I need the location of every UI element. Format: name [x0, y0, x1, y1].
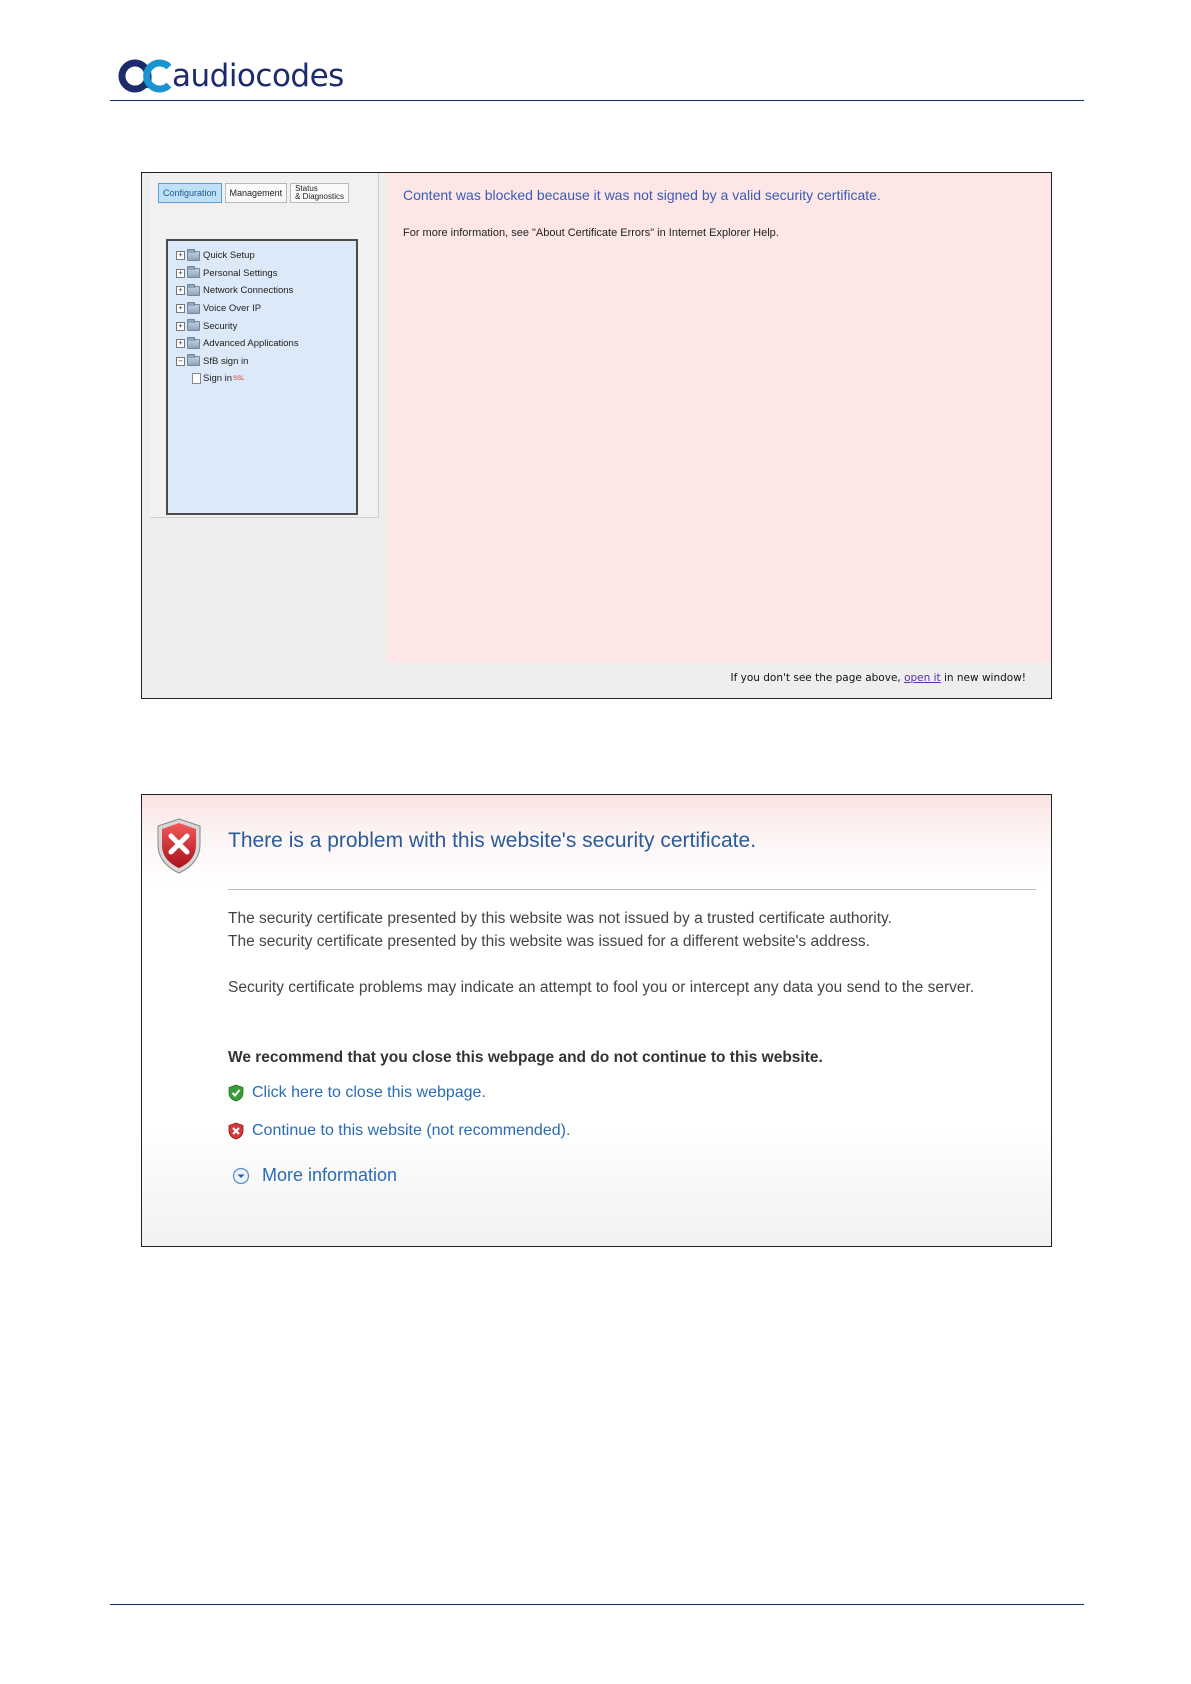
error-recommendation: We recommend that you close this webpage and do not continue to this website.: [228, 1049, 823, 1066]
error-warning: Security certificate problems may indicate an attempt to fool you or intercept any data you send to the server.: [228, 979, 975, 996]
continue-website-label: Continue to this website (not recommended).: [252, 1122, 571, 1139]
blocked-info: For more information, see "About Certificate Errors" in Internet Explorer Help.: [403, 227, 779, 239]
close-webpage-label: Click here to close this webpage.: [252, 1084, 486, 1101]
tree-item-security[interactable]: [168, 317, 356, 335]
expand-icon[interactable]: +: [176, 286, 185, 295]
folder-icon: [187, 321, 200, 331]
shield-error-icon: [154, 817, 204, 875]
expand-icon[interactable]: +: [176, 339, 185, 348]
folder-icon: [187, 356, 200, 366]
tree-item-sfb-sign-in[interactable]: [168, 353, 356, 371]
tree-item-personal-settings[interactable]: [168, 265, 356, 283]
more-information-toggle[interactable]: [232, 1165, 397, 1186]
expand-icon[interactable]: +: [176, 304, 185, 313]
folder-icon: [187, 268, 200, 278]
certificate-error-screenshot: [141, 794, 1052, 1247]
tab-configuration-label: Configuration: [163, 187, 217, 198]
navigation-pane: [150, 173, 379, 518]
tree-item-quick-setup[interactable]: [168, 247, 356, 265]
tab-status-line1: Status: [295, 184, 318, 193]
tree-item-voice-over-ip[interactable]: [168, 300, 356, 318]
open-note-suffix: in new window!: [940, 672, 1026, 684]
folder-icon: [187, 304, 200, 314]
error-line-mismatch: The security certificate presented by this website was issued for a different website's address.: [228, 933, 870, 950]
tree-item-sign-in[interactable]: [168, 370, 356, 388]
footer-divider: [110, 1604, 1084, 1605]
folder-icon: [187, 251, 200, 261]
tab-management-label: Management: [229, 187, 283, 198]
tree-item-advanced-applications[interactable]: [168, 335, 356, 353]
continue-website-link[interactable]: [228, 1122, 570, 1140]
expand-circle-icon: [232, 1167, 250, 1185]
tree-item-label: Personal Settings: [203, 267, 278, 279]
tab-status-line2: & Diagnostics: [295, 192, 345, 201]
open-window-note: [731, 672, 1027, 684]
folder-icon: [187, 339, 200, 349]
title-divider: [228, 889, 1036, 890]
nav-tabs: [158, 183, 349, 203]
tab-management[interactable]: [225, 183, 288, 203]
expand-icon[interactable]: +: [176, 322, 185, 331]
ssl-badge: SSL: [233, 375, 245, 382]
error-title: There is a problem with this website's security certificate.: [228, 829, 757, 852]
tree-item-label: SfB sign in: [203, 355, 249, 367]
expand-icon[interactable]: +: [176, 251, 185, 260]
tree-item-label: Security: [203, 320, 238, 332]
tree-item-label: Quick Setup: [203, 250, 255, 262]
error-line-untrusted: The security certificate presented by this website was not issued by a trusted certificate authority.: [228, 910, 892, 927]
shield-check-icon: [228, 1084, 244, 1102]
audiocodes-logo: [118, 56, 344, 96]
brand-name: audiocodes: [172, 58, 344, 94]
folder-icon: [187, 286, 200, 296]
open-note-text: If you don't see the page above,: [730, 672, 905, 684]
expand-icon[interactable]: +: [176, 269, 185, 278]
blocked-message: Content was blocked because it was not signed by a valid security certificate.: [403, 187, 881, 203]
tab-status-diagnostics[interactable]: [290, 183, 349, 203]
header-divider: [110, 100, 1084, 101]
audiocodes-logo-mark-icon: [118, 59, 174, 93]
shield-error-icon: [228, 1122, 244, 1140]
tree-item-network-connections[interactable]: [168, 282, 356, 300]
more-information-label: More information: [262, 1165, 398, 1185]
tab-configuration[interactable]: [158, 183, 222, 203]
close-webpage-link[interactable]: [228, 1084, 486, 1102]
open-it-link[interactable]: open it: [904, 672, 941, 684]
tree-item-label: Sign in: [203, 373, 233, 385]
tree-item-label: Advanced Applications: [203, 338, 299, 350]
tree-item-label: Network Connections: [203, 285, 294, 297]
collapse-icon[interactable]: −: [176, 357, 185, 366]
navigation-tree: [166, 239, 358, 515]
blocked-content-frame: [387, 173, 1052, 663]
blocked-content-screenshot: [141, 172, 1052, 699]
page-icon: [192, 373, 201, 384]
tree-item-label: Voice Over IP: [203, 303, 262, 315]
